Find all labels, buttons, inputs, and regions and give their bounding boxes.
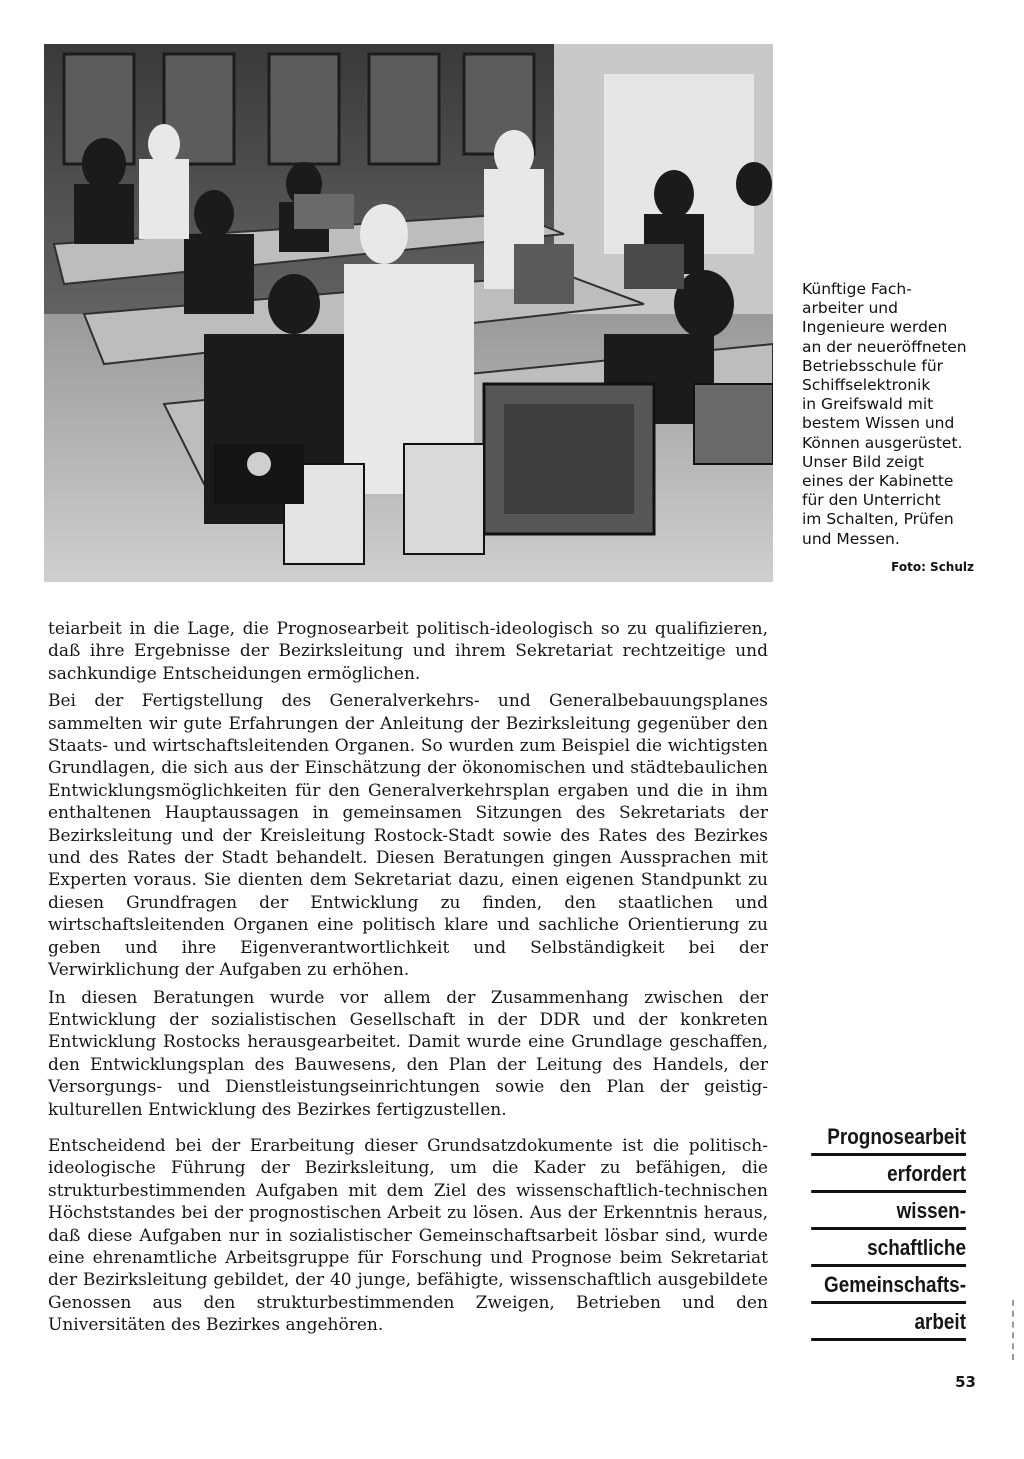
paragraph: Entscheidend bei der Erarbeitung dieser Grundsatzdokumente ist die politisch-ideologische Führung der Bezirksleitung, um die Kader zu befähigen, die strukturbestimmenden Aufgaben mit dem Ziel des wissenschaftlich-technischen Höchststandes bei der prognostischen Arbeit zu lösen. Aus der Erkenntnis heraus, daß diese Aufgaben nur in sozialistischer Gemeinschaftsarbeit lösbar sind, wurde eine ehrenamtliche Arbeitsgruppe für Forschung und Prognose beim Sekretariat der Bezirksleitung gebildet, der 40 junge, befähigte, wissenschaftlich ausgebildete Genossen aus den strukturbestimmenden Zweigen, Betrieben und den Universitäten des Bezirkes angehören.: [48, 1135, 768, 1336]
caption-line: bestem Wissen und: [802, 414, 955, 433]
caption-line: im Schalten, Prüfen: [802, 510, 954, 529]
caption-line: an der neueröffneten: [802, 337, 967, 356]
photo-credit: Foto: Schulz: [891, 560, 974, 574]
paragraph: teiarbeit in die Lage, die Prognosearbeit politisch-ideologisch so zu qualifizieren, daß ihre Ergebnisse der Bezirksleitung und ihrem Sekretariat rechtzeitige und sachkundige Entscheidungen ermöglichen.: [48, 619, 768, 684]
caption-line: Ingenieure werden: [802, 318, 948, 337]
marginal-heading-line: Prognosearbeit: [811, 1122, 966, 1156]
marginal-heading-line: erfordert: [811, 1159, 966, 1193]
caption-line: Künftige Fach-: [802, 280, 912, 298]
marginal-heading-line: wissen-: [811, 1196, 966, 1230]
caption-line: arbeiter und: [802, 299, 898, 318]
scan-edge-mark: [1012, 1300, 1018, 1360]
caption-line: Betriebsschule für: [802, 356, 944, 375]
marginal-heading-line: schaftliche: [811, 1233, 966, 1267]
marginal-heading-line: arbeit: [811, 1307, 966, 1341]
classroom-photo: [44, 44, 773, 582]
photo-caption: [802, 280, 992, 549]
caption-line: Unser Bild zeigt: [802, 452, 924, 471]
caption-line: Schiffselektronik: [802, 376, 931, 395]
page-number: 53: [955, 1373, 976, 1391]
marginal-heading-line: Gemeinschafts-: [811, 1270, 966, 1304]
article-body: [48, 618, 768, 1342]
caption-line: Können ausgerüstet.: [802, 433, 963, 452]
caption-line: in Greifswald mit: [802, 395, 934, 414]
paragraph: In diesen Beratungen wurde vor allem der Zusammenhang zwischen der Entwicklung der sozialistischen Gesellschaft in der DDR und der konkreten Entwicklung Rostocks herausgearbeitet. Damit wurde eine Grundlage geschaffen, den Entwicklungsplan des Bauwesens, den Plan der Leitung des Handels, der Versorgungs- und Dienstleistungseinrichtungen sowie den Plan der geistig-kulturellen Entwicklung des Bezirkes fertigzustellen.: [48, 987, 768, 1120]
caption-line: eines der Kabinette: [802, 472, 954, 491]
caption-line: für den Unterricht: [802, 491, 941, 510]
classroom-photo-image: [44, 44, 773, 582]
marginal-heading: [811, 1122, 966, 1344]
paragraph: Bei der Fertigstellung des Generalverkehrs- und Generalbebauungsplanes sammelten wir gute Erfahrungen der Anleitung der Bezirksleitung gegenüber den Staats- und wirtschaftsleitenden Organen. So wurden zum Beispiel die wichtigsten Grundlagen, die sich aus der Einschätzung der ökonomischen und städtebaulichen Entwicklungsmöglichkeiten für den Generalverkehrsplan ergaben und die in ihm enthaltenen Hauptaussagen in gemeinsamen Sitzungen des Sekretariats der Bezirksleitung und der Kreisleitung Rostock-Stadt sowie des Rates des Bezirkes und des Rates der Stadt behandelt. Diesen Beratungen gingen Aussprachen mit Experten voraus. Sie dienten dem Sekretariat dazu, einen eigenen Standpunkt zu diesen Grundfragen der Entwicklung zu finden, den staatlichen und wirtschaftsleitenden Organen eine politisch klare und sachliche Orientierung zu geben und ihre Eigenverantwortlichkeit und Selbständigkeit bei der Verwirklichung der Aufgaben zu erhöhen.: [48, 691, 768, 981]
caption-line: und Messen.: [802, 529, 900, 548]
